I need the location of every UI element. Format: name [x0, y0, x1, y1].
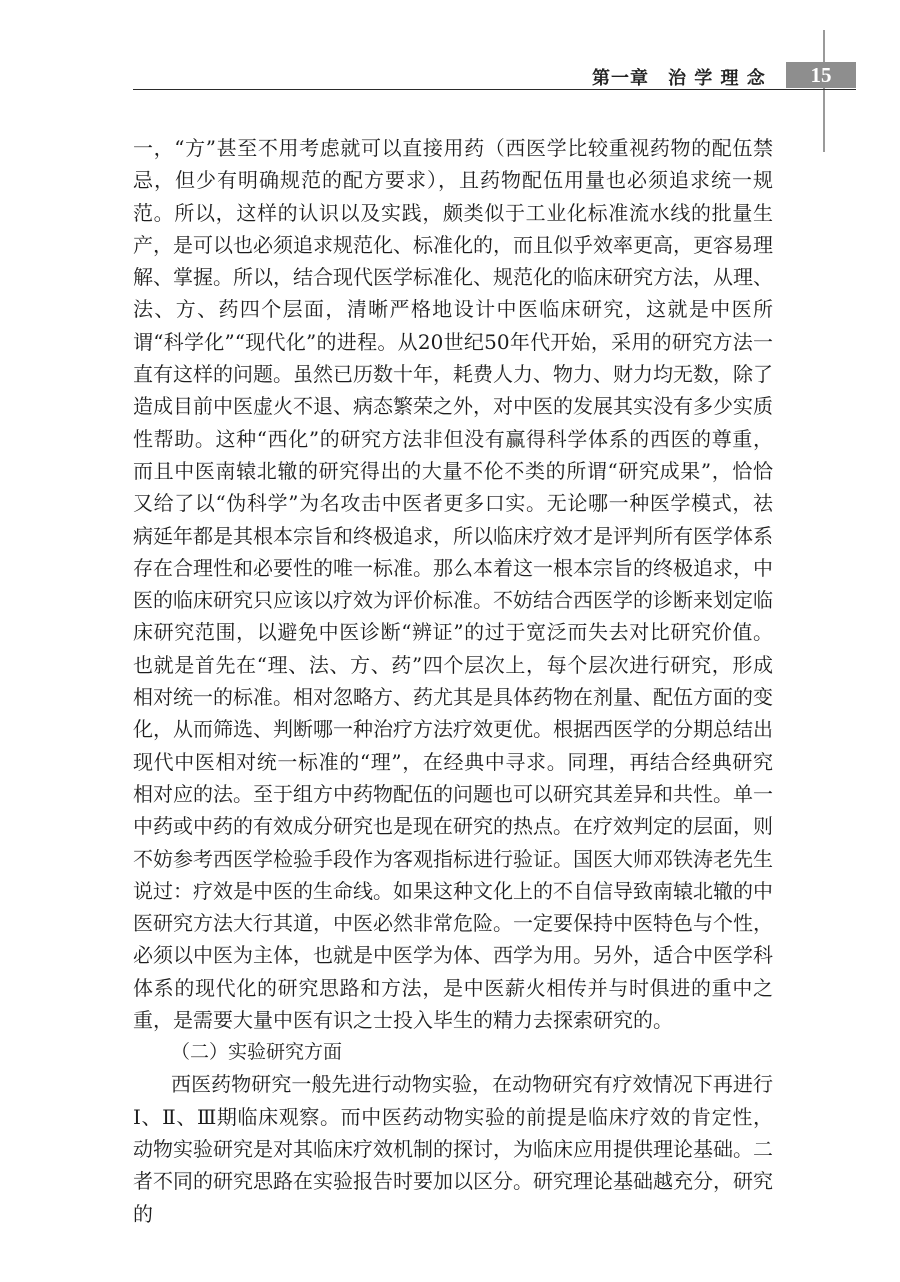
- page-number: 15: [786, 62, 856, 88]
- chapter-title: 第一章 治 学 理 念: [592, 68, 766, 89]
- body-text: [133, 132, 773, 1230]
- paragraph: 一，“方”甚至不用考虑就可以直接用药（西医学比较重视药物的配伍禁忌，但少有明确规范的配方要求），且药物配伍用量也必须追求统一规范。所以，这样的认识以及实践，颇类似于工业化标准流水线的批量生产，是可以也必须追求规范化、标准化的，而且似乎效率更高，更容易理解、掌握。所以，结合现代医学标准化、规范化的临床研究方法，从理、法、方、药四个层面，清晰严格地设计中医临床研究，这就是中医所谓“科学化”“现代化”的进程。从20世纪50年代开始，采用的研究方法一直有这样的问题。虽然已历数十年，耗费人力、物力、财力均无数，除了造成目前中医虚火不退、病态繁荣之外，对中医的发展其实没有多少实质性帮助。这种“西化”的研究方法非但没有赢得科学体系的西医的尊重，而且中医南辕北辙的研究得出的大量不伦不类的所谓“研究成果”，恰恰又给了以“伪科学”为名攻击中医者更多口实。无论哪一种医学模式，祛病延年都是其根本宗旨和终极追求，所以临床疗效才是评判所有医学体系存在合理性和必要性的唯一标准。那么本着这一根本宗旨的终极追求，中医的临床研究只应该以疗效为评价标准。不妨结合西医学的诊断来划定临床研究范围，以避免中医诊断“辨证”的过于宽泛而失去对比研究价值。也就是首先在“理、法、方、药”四个层次上，每个层次进行研究，形成相对统一的标准。相对忽略方、药尤其是具体药物在剂量、配伍方面的变化，从而筛选、判断哪一种治疗方法疗效更优。根据西医学的分期总结出现代中医相对统一标准的“理”，在经典中寻求。同理，再结合经典研究相对应的法。至于组方中药物配伍的问题也可以研究其差异和共性。单一中药或中药的有效成分研究也是现在研究的热点。在疗效判定的层面，则不妨参考西医学检验手段作为客观指标进行验证。国医大师邓铁涛老先生说过：疗效是中医的生命线。如果这种文化上的不自信导致南辕北辙的中医研究方法大行其道，中医必然非常危险。一定要保持中医特色与个性，必须以中医为主体，也就是中医学为体、西学为用。另外，适合中医学科体系的现代化的研究思路和方法，是中医薪火相传并与时俱进的重中之重，是需要大量中医有识之士投入毕生的精力去探索研究的。: [133, 136, 773, 1033]
- margin-vertical-line: [823, 30, 825, 152]
- section-heading: （二）实验研究方面: [171, 1041, 343, 1064]
- paragraph: 西医药物研究一般先进行动物实验，在动物研究有疗效情况下再进行Ⅰ、Ⅱ、Ⅲ期临床观察。而中医药动物实验的前提是临床疗效的肯定性，动物实验研究是对其临床疗效机制的探讨，为临床应用提供理论基础。二者不同的研究思路在实验报告时要加以区分。研究理论基础越充分，研究的: [133, 1072, 773, 1226]
- header-rule: [133, 89, 856, 90]
